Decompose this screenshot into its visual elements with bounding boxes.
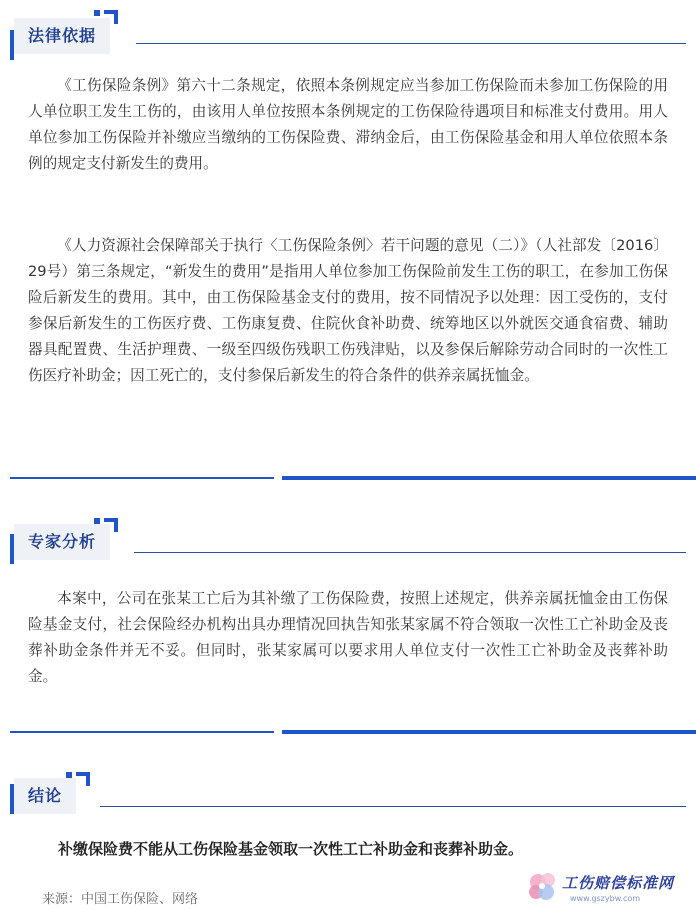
header-rule	[134, 552, 686, 553]
corner-square-decoration	[94, 10, 100, 16]
section-header-expert-analysis	[0, 514, 696, 564]
section-divider	[10, 476, 686, 480]
section-divider	[10, 730, 686, 734]
legal-basis-paragraph-1: 《工伤保险条例》第六十二条规定，依照本条例规定应当参加工伤保险而未参加工伤保险的用人单位职工发生工伤的，由该用人单位按照本条例规定的工伤保险待遇项目和标准支付费用。用人单位参加工伤保险并补缴应当缴纳的工伤保险费、滞纳金后，由工伤保险基金和用人单位依照本条例的规定支付新发生的费用。	[28, 77, 668, 172]
header-rule	[100, 806, 686, 807]
logo-title: 工伤赔偿标准网	[562, 874, 675, 892]
header-rule	[136, 43, 686, 44]
expert-analysis-paragraph: 本案中，公司在张某工亡后为其补缴了工伤保险费，按照上述规定，供养亲属抚恤金由工伤保险基金支付，社会保险经办机构出具办理情况回执告知张某家属不符合领取一次性工亡补助金及丧葬补助金条件并无不妥。但同时，张某家属可以要求用人单位支付一次性工亡补助金及丧葬补助金。	[28, 590, 668, 685]
source-text: 来源：中国工伤保险、网络	[42, 892, 199, 907]
legal-basis-paragraph-2: 《人力资源社会保障部关于执行〈工伤保险条例〉若干问题的意见（二）》（人社部发〔2016〕29号）第三条规定，“新发生的费用”是指用人单位参加工伤保险前发生工伤的职工，在参加工伤保险后新发生的费用。其中，由工伤保险基金支付的费用，按不同情况予以处理：因工受伤的，支付参保后新发生的工伤医疗费、工伤康复费、住院伙食补助费、统筹地区以外就医交通食宿费、辅助器具配置费、生活护理费、一级至四级伤残职工伤残津贴，以及参保后解除劳动合同时的一次性工伤医疗补助金；因工死亡的，支付参保后新发生的符合条件的供养亲属抚恤金。	[28, 237, 668, 384]
corner-hook-decoration	[76, 772, 90, 786]
section-title-conclusion: 结论	[14, 778, 76, 814]
section-title-expert-analysis: 专家分析	[14, 524, 110, 560]
section-title-legal-basis: 法律依据	[14, 18, 110, 54]
conclusion-text: 补缴保险费不能从工伤保险基金领取一次性工亡补助金和丧葬补助金。	[58, 840, 524, 858]
site-logo	[524, 868, 688, 908]
section-header-legal-basis	[0, 10, 696, 60]
flower-logo-icon	[524, 868, 564, 908]
section-header-conclusion	[0, 770, 696, 820]
logo-url: www.gszybw.com	[570, 894, 641, 903]
